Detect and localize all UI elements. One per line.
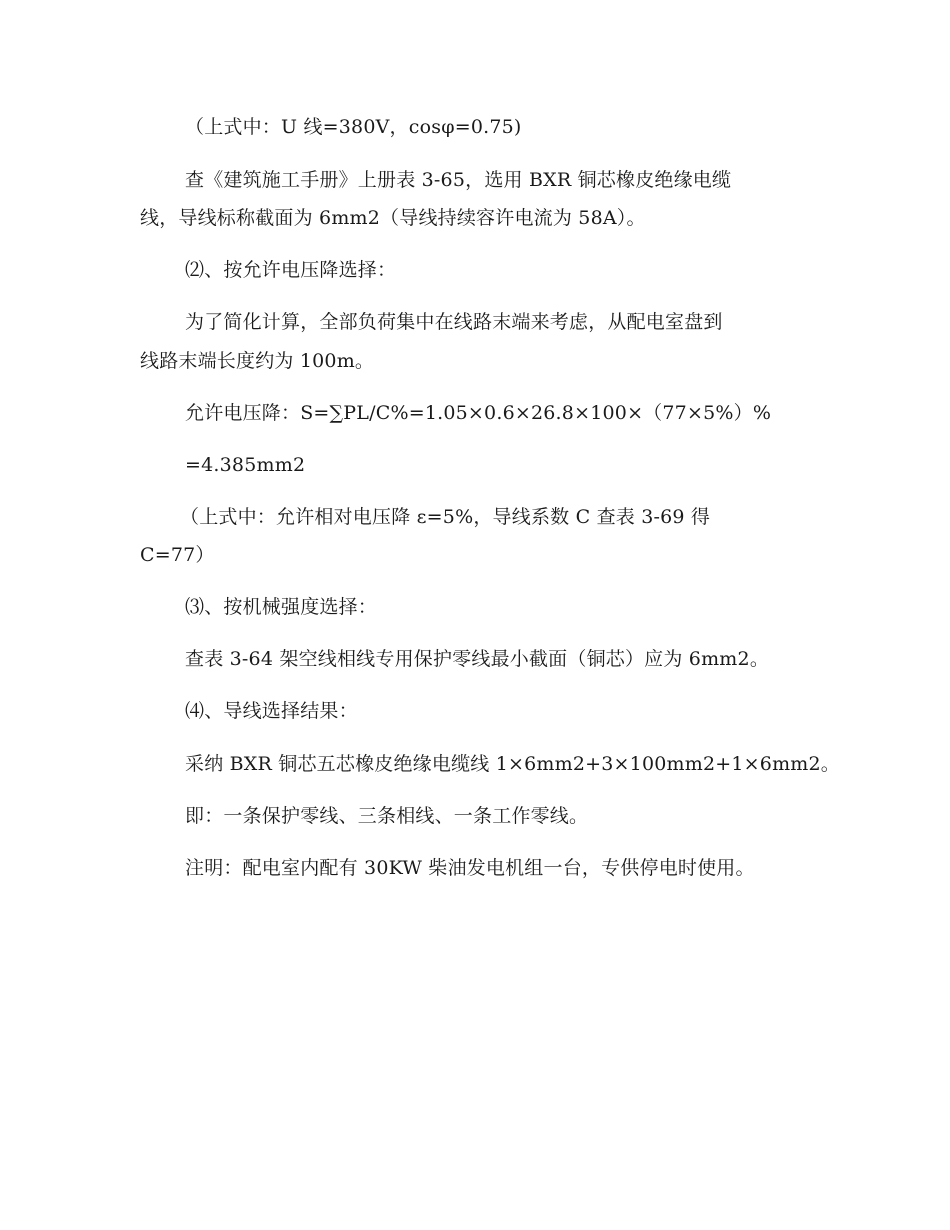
section-heading: ⑵、按允许电压降选择： <box>185 259 397 281</box>
formula-note-line: C=77） <box>140 544 215 566</box>
paragraph-line: 查表 3-64 架空线相线专用保护零线最小截面（铜芯）应为 6mm2。 <box>185 648 770 670</box>
paragraph-line: 即：一条保护零线、三条相线、一条工作零线。 <box>185 805 589 827</box>
formula-note-line: （上式中：允许相对电压降 ε=5%，导线系数 C 查表 3-69 得 <box>180 506 711 528</box>
paragraph-line: 采纳 BXR 铜芯五芯橡皮绝缘电缆线 1×6mm2+3×100mm2+1×6mm2。 <box>185 753 840 775</box>
formula-line: 允许电压降：S=∑PL/C%=1.05×0.6×26.8×100×（77×5%）% <box>185 402 772 424</box>
paragraph-line: 线路末端长度约为 100m。 <box>140 350 375 372</box>
paragraph-line: 线，导线标称截面为 6mm2（导线持续容许电流为 58A）。 <box>140 207 646 229</box>
formula-result-line: =4.385mm2 <box>185 454 306 476</box>
paragraph-line: 为了简化计算，全部负荷集中在线路末端来考虑，从配电室盘到 <box>185 311 723 333</box>
formula-note-line: （上式中：U 线=380V，cosφ=0.75) <box>185 116 522 138</box>
note-line: 注明：配电室内配有 30KW 柴油发电机组一台，专供停电时使用。 <box>185 857 755 879</box>
section-heading: ⑷、导线选择结果： <box>185 700 358 722</box>
paragraph-line: 查《建筑施工手册》上册表 3-65，选用 BXR 铜芯橡皮绝缘电缆 <box>185 169 732 191</box>
section-heading: ⑶、按机械强度选择： <box>185 596 378 618</box>
